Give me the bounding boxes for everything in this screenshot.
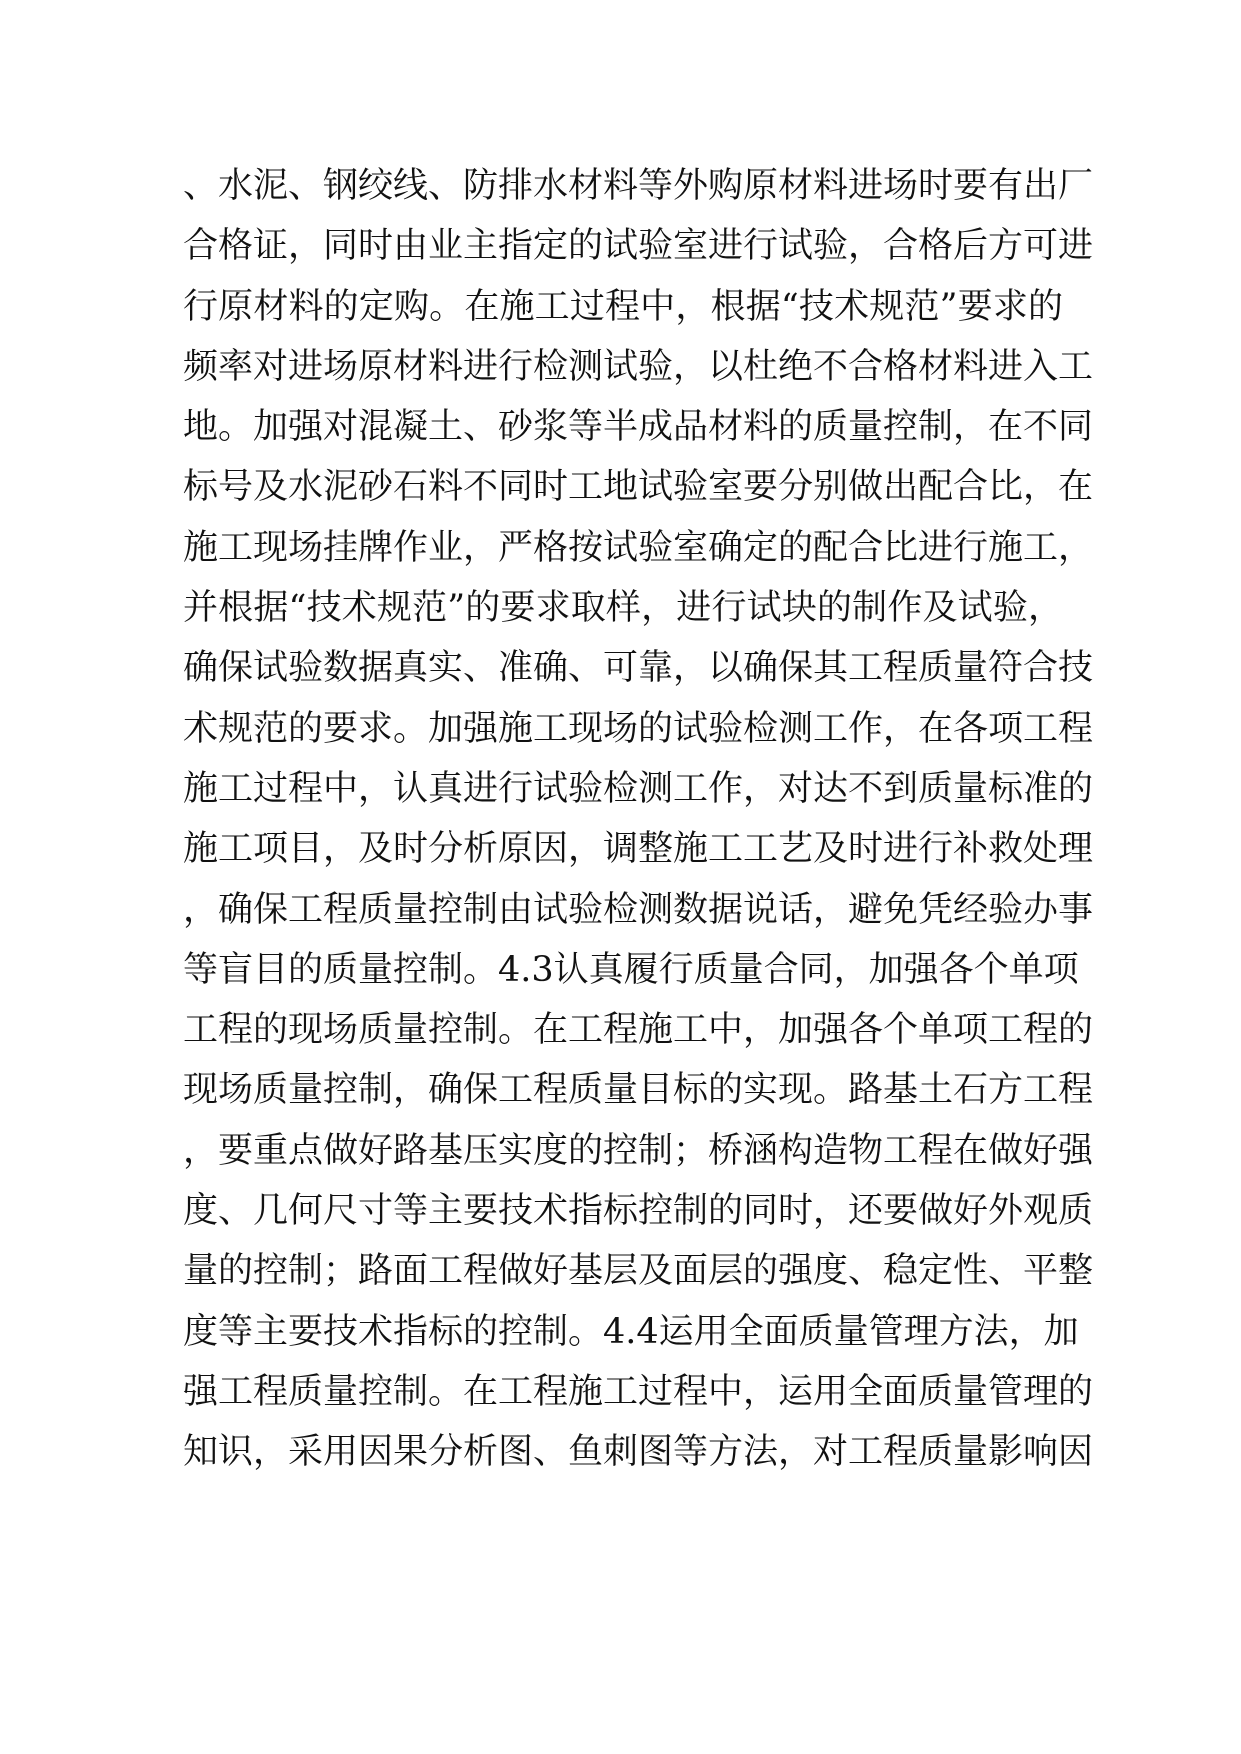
- text-line: ，确保工程质量控制由试验检测数据说话，避免凭经验办事: [183, 889, 1094, 930]
- text-line: 地。加强对混凝土、砂浆等半成品材料的质量控制，在不同: [183, 407, 1094, 448]
- text-line: 术规范的要求。加强施工现场的试验检测工作，在各项工程: [183, 708, 1094, 749]
- text-line: 合格证，同时由业主指定的试验室进行试验，合格后方可进: [183, 226, 1094, 267]
- text-line: 并根据“技术规范”的要求取样，进行试块的制作及试验，: [183, 588, 1063, 629]
- text-line: 行原材料的定购。在施工过程中，根据“技术规范”要求的: [183, 286, 1063, 327]
- text-line: 度、几何尺寸等主要技术指标控制的同时，还要做好外观质: [183, 1191, 1094, 1232]
- text-line: 等盲目的质量控制。4.3认真履行质量合同，加强各个单项: [183, 949, 1079, 990]
- text-line: 工程的现场质量控制。在工程施工中，加强各个单项工程的: [183, 1010, 1094, 1051]
- text-line: 确保试验数据真实、准确、可靠，以确保其工程质量符合技: [183, 648, 1094, 689]
- text-line: 施工现场挂牌作业，严格按试验室确定的配合比进行施工，: [183, 527, 1094, 568]
- text-line: 强工程质量控制。在工程施工过程中，运用全面质量管理的: [183, 1371, 1094, 1412]
- text-line: 知识，采用因果分析图、鱼刺图等方法，对工程质量影响因: [183, 1432, 1094, 1473]
- text-line: 度等主要技术指标的控制。4.4运用全面质量管理方法，加: [183, 1311, 1079, 1352]
- text-line: 现场质量控制，确保工程质量目标的实现。路基土石方工程: [183, 1070, 1094, 1111]
- text-line: 、水泥、钢绞线、防排水材料等外购原材料进场时要有出厂: [183, 166, 1094, 206]
- body-text: [183, 156, 1094, 1483]
- text-line: 标号及水泥砂石料不同时工地试验室要分别做出配合比，在: [183, 467, 1094, 508]
- text-line: 频率对进场原材料进行检测试验，以杜绝不合格材料进入工: [183, 346, 1094, 387]
- text-line: 量的控制；路面工程做好基层及面层的强度、稳定性、平整: [183, 1251, 1094, 1292]
- text-line: ，要重点做好路基压实度的控制；桥涵构造物工程在做好强: [183, 1130, 1094, 1171]
- text-line: 施工项目，及时分析原因，调整施工工艺及时进行补救处理: [183, 829, 1094, 870]
- text-line: 施工过程中，认真进行试验检测工作，对达不到质量标准的: [183, 768, 1094, 809]
